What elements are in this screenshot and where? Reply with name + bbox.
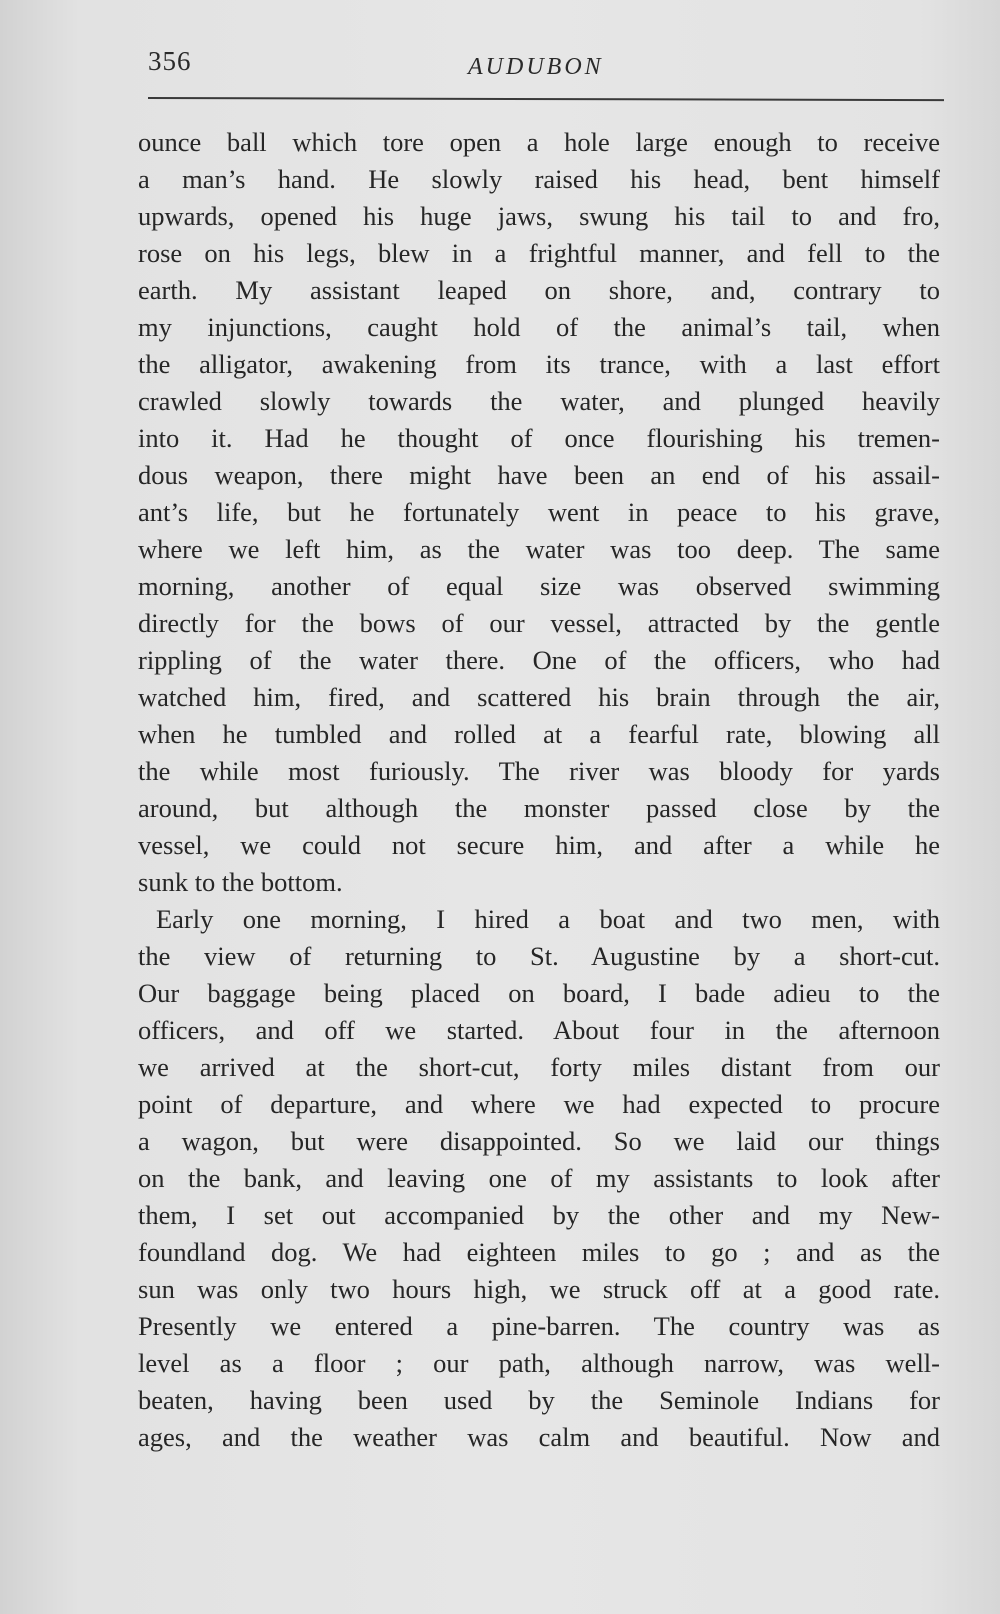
text-line: beaten, having been used by the Seminole Indians for [138,1385,940,1415]
text-line: the while most furiously. The river was bloody for yards [138,756,940,786]
text-line: when he tumbled and rolled at a fearful rate, blowing all [138,719,940,749]
text-line: around, but although the monster passed close by the [138,793,940,823]
text-line: the view of returning to St. Augustine by a short-cut. [138,941,940,971]
text-line: a wagon, but were disappointed. So we laid our things [138,1126,940,1156]
body-text [138,124,940,1456]
text-line: dous weapon, there might have been an end of his assail- [138,460,940,490]
text-line: where we left him, as the water was too deep. The same [138,534,940,564]
text-line: directly for the bows of our vessel, attracted by the gentle [138,608,940,638]
text-line: the alligator, awakening from its trance, with a last effort [138,349,940,379]
text-line: crawled slowly towards the water, and plunged heavily [138,386,940,416]
text-line: ant’s life, but he fortunately went in peace to his grave, [138,497,940,527]
text-line: into it. Had he thought of once flourishing his tremen- [138,423,940,453]
text-line: foundland dog. We had eighteen miles to go ; and as the [138,1237,940,1267]
text-line: earth. My assistant leaped on shore, and, contrary to [138,275,940,305]
paragraph-last-line: sunk to the bottom. [138,867,343,897]
text-line: ounce ball which tore open a hole large enough to receive [138,127,940,157]
text-line: we arrived at the short-cut, forty miles distant from our [138,1052,940,1082]
text-line: rose on his legs, blew in a frightful manner, and fell to the [138,238,940,268]
text-line: level as a floor ; our path, although narrow, was well- [138,1348,940,1378]
running-head: AUDUBON [468,54,604,80]
page-number: 356 [148,46,192,76]
paragraph-first-line: Early one morning, I hired a boat and two men, with [156,904,940,934]
text-line: Presently we entered a pine-barren. The country was as [138,1311,940,1341]
text-line: my injunctions, caught hold of the animal’s tail, when [138,312,940,342]
text-line: upwards, opened his huge jaws, swung his tail to and fro, [138,201,940,231]
text-line: rippling of the water there. One of the officers, who had [138,645,940,675]
text-line: officers, and off we started. About four in the afternoon [138,1015,940,1045]
text-line: vessel, we could not secure him, and after a while he [138,830,940,860]
text-line: on the bank, and leaving one of my assistants to look after [138,1163,940,1193]
text-line: point of departure, and where we had expected to procure [138,1089,940,1119]
text-line: morning, another of equal size was observed swimming [138,571,940,601]
text-line: watched him, fired, and scattered his brain through the air, [138,682,940,712]
page-header [148,46,944,98]
text-line: Our baggage being placed on board, I bade adieu to the [138,978,940,1008]
text-line: ages, and the weather was calm and beautiful. Now and [138,1422,940,1452]
text-line: them, I set out accompanied by the other and my New- [138,1200,940,1230]
text-line: a man’s hand. He slowly raised his head, bent himself [138,164,940,194]
text-line: sun was only two hours high, we struck off at a good rate. [138,1274,940,1304]
